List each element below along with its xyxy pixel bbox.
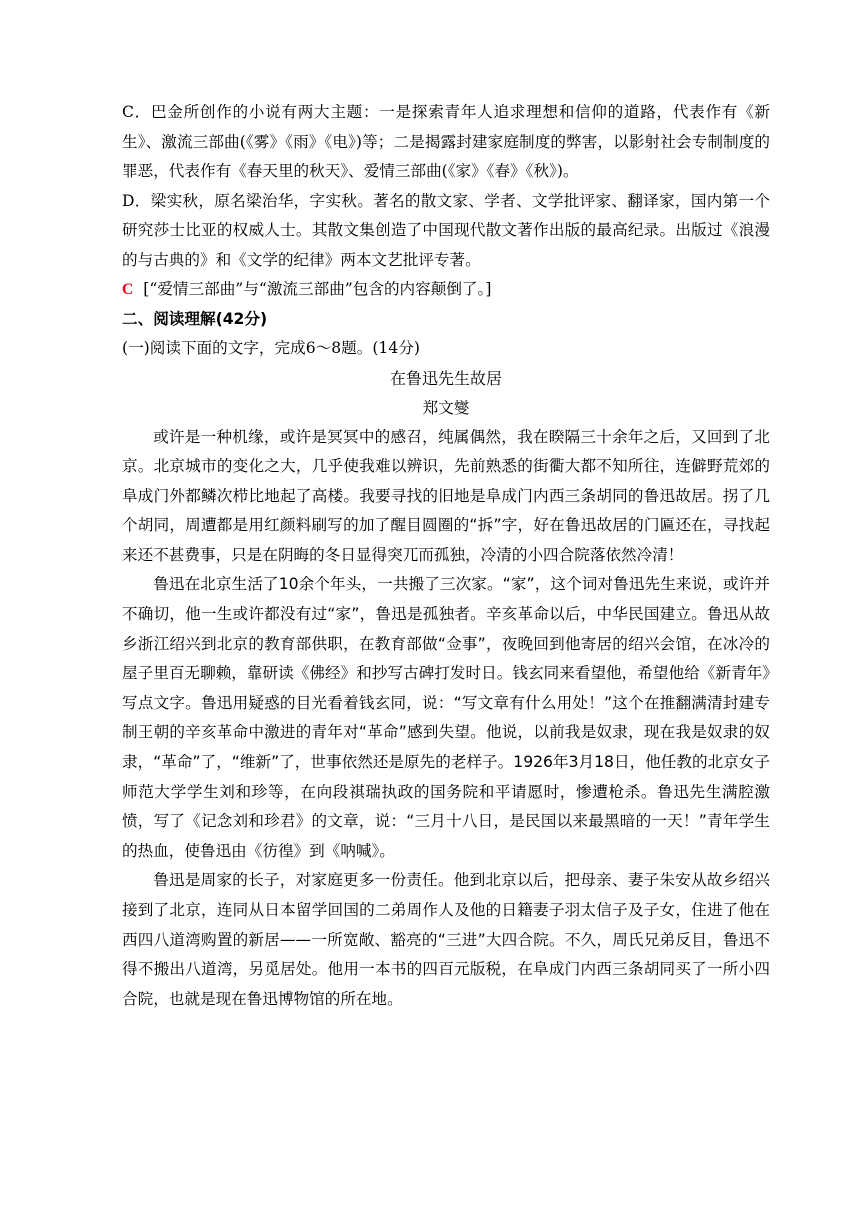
question-instruction: (一)阅读下面的文字，完成6～8题。(14分) — [122, 339, 420, 357]
option-c: C．巴金所创作的小说有两大主题：一是探索青年人追求理想和信仰的道路，代表作有《新生》、激流三部曲(《雾》《雨》《电》)等；二是揭露封建家庭制度的弊害，以影射社会专制制度的罪恶，代表作有《春天里的秋天》、爱情三部曲(《家》《春》《秋》)。 — [122, 103, 770, 180]
article-paragraph-2: 鲁迅在北京生活了10余个年头，一共搬了三次家。“家”，这个词对鲁迅先生来说，或许并不确切，他一生或许都没有过“家”，鲁迅是孤独者。辛亥革命以后，中华民国建立。鲁迅从故乡浙江绍兴到北京的教育部供职，在教育部做“佥事”，夜晚回到他寄居的绍兴会馆，在冰冷的屋子里百无聊赖，靠研读《佛经》和抄写古碑打发时日。钱玄同来看望他，希望他给《新青年》写点文字。鲁迅用疑惑的目光看着钱玄同，说：“写文章有什么用处！”这个在推翻满清封建专制王朝的辛亥革命中激进的青年对“革命”感到失望。他说，以前我是奴隶，现在我是奴隶的奴隶，“革命”了，“维新”了，世事依然还是原先的老样子。1926年3月18日，他任教的北京女子师范大学学生刘和珍等，在向段祺瑞执政的国务院和平请愿时，惨遭枪杀。鲁迅先生满腔激愤，写了《记念刘和珍君》的文章，说：“三月十八日，是民国以来最黑暗的一天！”青年学生的热血，使鲁迅由《彷徨》到《呐喊》。 — [122, 575, 770, 860]
answer-line — [122, 275, 770, 305]
answer-letter: C — [122, 281, 134, 298]
article-author: 郑文燮 — [422, 398, 470, 417]
answer-options — [122, 98, 770, 275]
section-heading: 二、阅读理解(42分) — [122, 309, 268, 328]
option-d: D．梁实秋，原名梁治华，字实秋。著名的散文家、学者、文学批评家、翻译家，国内第一个研究莎士比亚的权威人士。其散文集创造了中国现代散文著作出版的最高纪录。出版过《浪漫的与古典的》和《文学的纪律》两本文艺批评专著。 — [122, 191, 770, 269]
article-title: 在鲁迅先生故居 — [389, 368, 502, 388]
article-paragraph-3: 鲁迅是周家的长子，对家庭更多一份责任。他到北京以后，把母亲、妻子朱安从故乡绍兴接到了北京，连同从日本留学回国的二弟周作人及他的日籍妻子羽太信子及子女，住进了他在西四八道湾购置的新居——一所宽敞、豁亮的“三进”大四合院。不久，周氏兄弟反目，鲁迅不得不搬出八道湾，另觅居处。他用一本书的四百元版税，在阜成门内西三条胡同买了一所小四合院，也就是现在鲁迅博物馆的所在地。 — [122, 871, 770, 1008]
answer-explanation: [“爱情三部曲”与“激流三部曲”包含的内容颠倒了。] — [143, 280, 492, 298]
article-paragraph-1: 或许是一种机缘，或许是冥冥中的感召，纯属偶然，我在睽隔三十余年之后，又回到了北京。北京城市的变化之大，几乎使我难以辨识，先前熟悉的街衢大都不知所往，连僻野荒郊的阜成门外都鳞次栉比地起了高楼。我要寻找的旧地是阜成门内西三条胡同的鲁迅故居。拐了几个胡同，周遭都是用红颜料刷写的加了醒目圆圈的“拆”字，好在鲁迅故居的门匾还在，寻找起来还不甚费事，只是在阴晦的冬日显得突兀而孤独，冷清的小四合院落依然冷清！ — [122, 427, 770, 564]
